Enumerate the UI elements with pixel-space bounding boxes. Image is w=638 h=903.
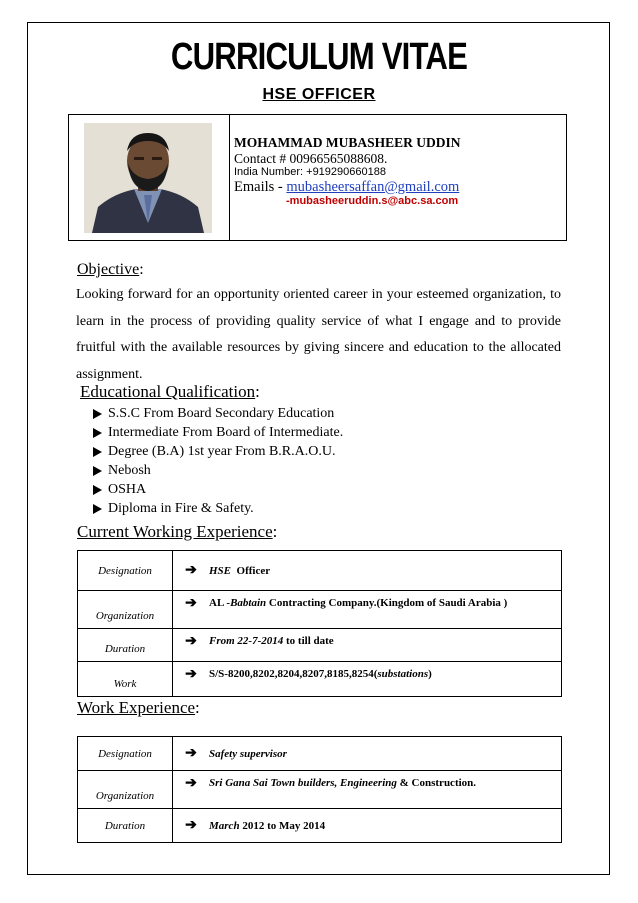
header-divider <box>229 115 230 240</box>
arrow-bullet-icon <box>93 447 102 457</box>
list-item: Intermediate From Board of Intermediate. <box>93 423 343 442</box>
header-box <box>68 114 567 241</box>
table-row <box>78 551 562 591</box>
current-experience-table <box>77 550 562 697</box>
duration-value: From 22-7-2014 to till date <box>209 629 562 662</box>
table-row <box>78 662 562 697</box>
candidate-name: MOHAMMAD MUBASHEER UDDIN <box>234 135 461 150</box>
arrow-bullet-icon <box>93 504 102 514</box>
organization-value: AL -Babtain Contracting Company.(Kingdom of Saudi Arabia ) <box>209 591 562 629</box>
emails-label: Emails - <box>234 178 287 195</box>
duration-value: March 2012 to May 2014 <box>209 809 562 843</box>
arrow-right-icon: ➔ <box>173 809 210 843</box>
current-experience-heading: Current Working Experience: <box>77 522 278 541</box>
table-row <box>78 809 562 843</box>
duration-label: Duration <box>78 629 173 662</box>
work-experience-table <box>77 736 562 843</box>
arrow-right-icon: ➔ <box>173 629 210 662</box>
table-row <box>78 629 562 662</box>
emails-line <box>234 179 461 196</box>
work-value: S/S-8200,8202,8204,8207,8185,8254(substations) <box>209 662 562 697</box>
arrow-right-icon: ➔ <box>173 662 210 697</box>
india-number: India Number: +919290660188 <box>234 166 386 179</box>
list-item: Nebosh <box>93 461 343 480</box>
arrow-bullet-icon <box>93 485 102 495</box>
email-link-primary[interactable]: mubasheersaffan@gmail.com <box>286 178 460 195</box>
contact-block <box>234 135 461 208</box>
arrow-right-icon: ➔ <box>173 551 210 591</box>
organization-label: Organization <box>78 771 173 809</box>
document-subtitle: HSE OFFICER <box>262 86 376 103</box>
designation-label: Designation <box>78 737 173 771</box>
objective-heading: Objective: <box>77 261 144 278</box>
education-heading: Educational Qualification: <box>80 382 260 401</box>
email-secondary: -mubasheeruddin.s@abc.sa.com <box>286 195 459 208</box>
list-item: OSHA <box>93 480 343 499</box>
list-item: S.S.C From Board Secondary Education <box>93 404 343 423</box>
work-experience-heading: Work Experience: <box>77 698 200 717</box>
profile-photo <box>84 123 212 233</box>
designation-value: HSE Officer <box>209 551 562 591</box>
duration-label: Duration <box>78 809 173 843</box>
table-row <box>78 737 562 771</box>
list-item: Diploma in Fire & Safety. <box>93 499 343 518</box>
arrow-right-icon: ➔ <box>173 591 210 629</box>
arrow-bullet-icon <box>93 409 102 419</box>
arrow-bullet-icon <box>93 428 102 438</box>
organization-value: Sri Gana Sai Town builders, Engineering & Construction. <box>209 771 562 809</box>
designation-value: Safety supervisor <box>209 737 562 771</box>
organization-label: Organization <box>78 591 173 629</box>
arrow-bullet-icon <box>93 466 102 476</box>
arrow-right-icon: ➔ <box>173 771 210 809</box>
education-list <box>93 404 343 518</box>
work-label: Work <box>78 662 173 697</box>
table-row <box>78 591 562 629</box>
objective-text: Looking forward for an opportunity oriented career in your esteemed organization, to learn in the process of providing quality service of what I engage and to provide fruitful with the available resources by giving sincere and education to the allocated assignment. <box>76 287 561 382</box>
table-row <box>78 771 562 809</box>
document-title: CURRICULUM VITAE <box>170 36 468 78</box>
contact-number: Contact # 00966565088608. <box>234 150 388 166</box>
list-item: Degree (B.A) 1st year From B.R.A.O.U. <box>93 442 343 461</box>
designation-label: Designation <box>78 551 173 591</box>
arrow-right-icon: ➔ <box>173 737 210 771</box>
